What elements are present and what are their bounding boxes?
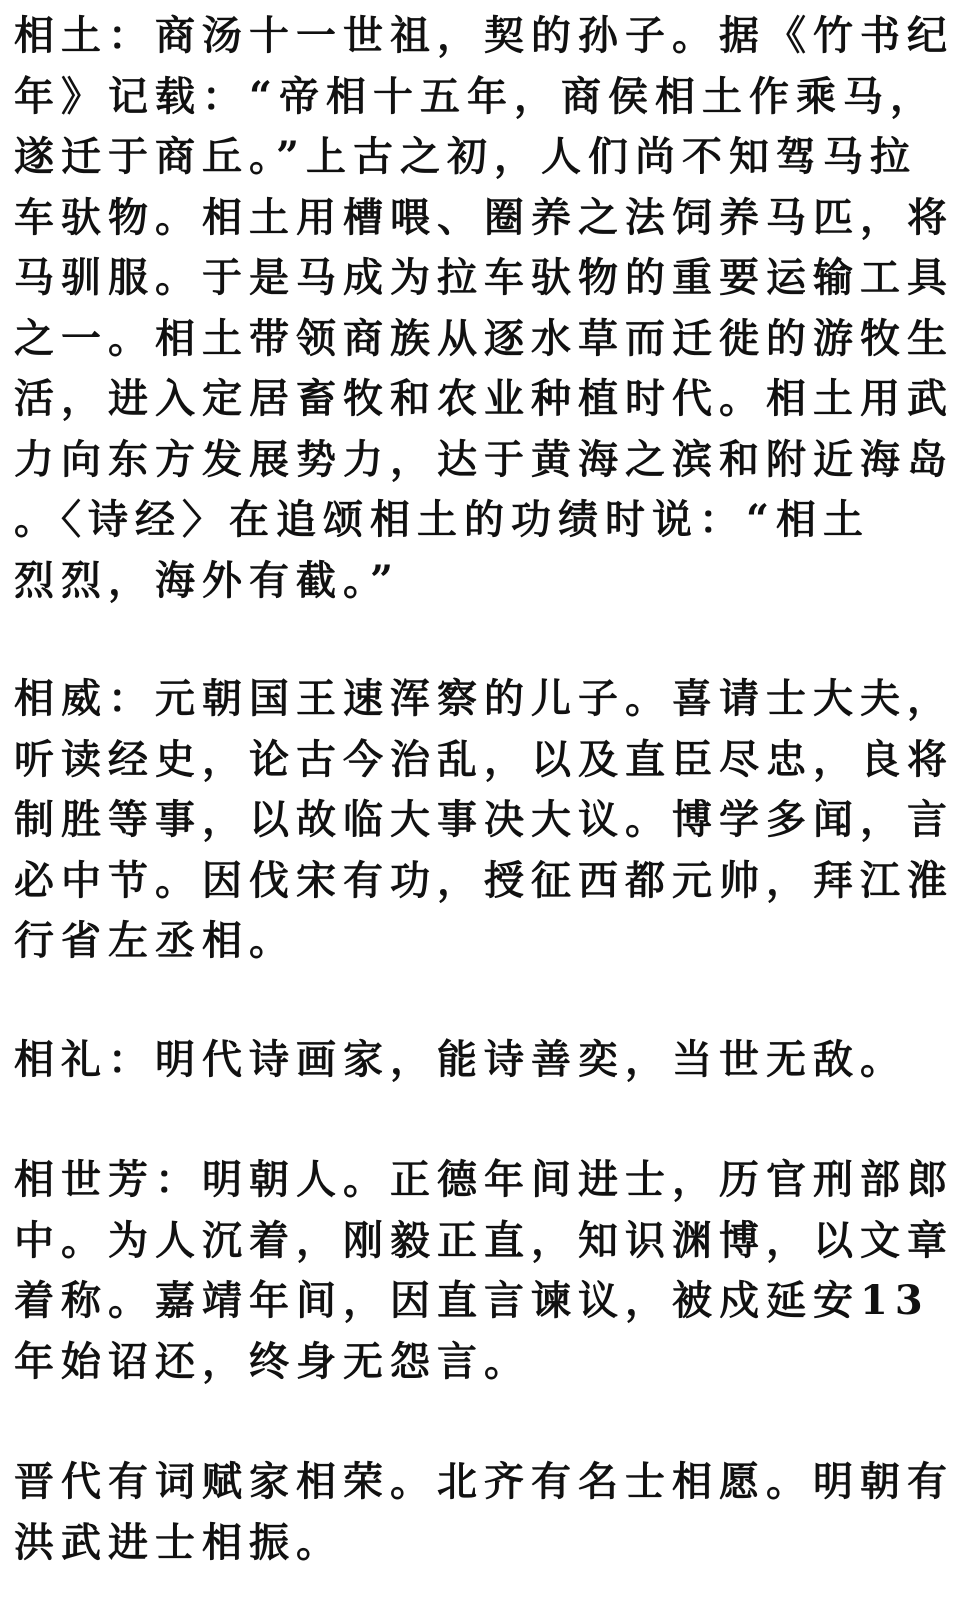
text-line: 听读经史，论古今治乱，以及直臣尽忠，良将: [14, 735, 954, 783]
paragraph-xiang-shifang: [14, 1150, 954, 1392]
text-line: 晋代有词赋家相荣。北齐有名士相愿。明朝有: [14, 1458, 954, 1505]
paragraph-xiang-tu: [14, 6, 954, 611]
text-line: 之一。相土带领商族从逐水草而迁徙的游牧生: [14, 314, 954, 362]
text-line: 烈烈，海外有截。”: [14, 556, 401, 604]
text-line: 相威：元朝国王速浑察的儿子。喜请士大夫，: [14, 675, 954, 722]
text-line: 遂迁于商丘。”上古之初，人们尚不知驾马拉: [14, 133, 918, 180]
text-line: 活，进入定居畜牧和农业种植时代。相土用武: [14, 375, 954, 422]
text-line: 相礼：明代诗画家，能诗善奕，当世无敌。: [14, 1036, 907, 1083]
text-line: 。〈诗经〉在追颂相土的功绩时说：“相土: [14, 496, 871, 543]
text-line: 年》记载：“帝相十五年，商侯相土作乘马，: [14, 72, 938, 120]
text-line: 必中节。因伐宋有功，授征西都元帅，拜江淮: [14, 856, 954, 904]
text-line: 车驮物。相土用槽喂、圈养之法饲养马匹，将: [14, 193, 954, 241]
text-line: 相世芳：明朝人。正德年间进士，历官刑部郎: [14, 1156, 954, 1203]
text-line: 行省左丞相。: [14, 917, 296, 964]
paragraph-other-notables: [14, 1452, 954, 1573]
text-line: 马驯服。于是马成为拉车驮物的重要运输工具: [14, 254, 954, 301]
text-line: 制胜等事，以故临大事决大议。博学多闻，言: [14, 796, 954, 843]
text-line: 力向东方发展势力，达于黄海之滨和附近海岛: [14, 435, 954, 483]
text-line: 年始诏还，终身无怨言。: [14, 1337, 531, 1385]
paragraph-xiang-wei: [14, 669, 954, 972]
text-line: 着称。嘉靖年间，因直言谏议，被戍延安13: [14, 1277, 930, 1324]
text-line: 相土：商汤十一世祖，契的孙子。据《竹书纪: [14, 12, 954, 59]
paragraph-xiang-li: [14, 1030, 944, 1091]
text-line: 中。为人沉着，刚毅正直，知识渊博，以文章: [14, 1216, 954, 1264]
text-line: 洪武进士相振。: [14, 1518, 343, 1566]
